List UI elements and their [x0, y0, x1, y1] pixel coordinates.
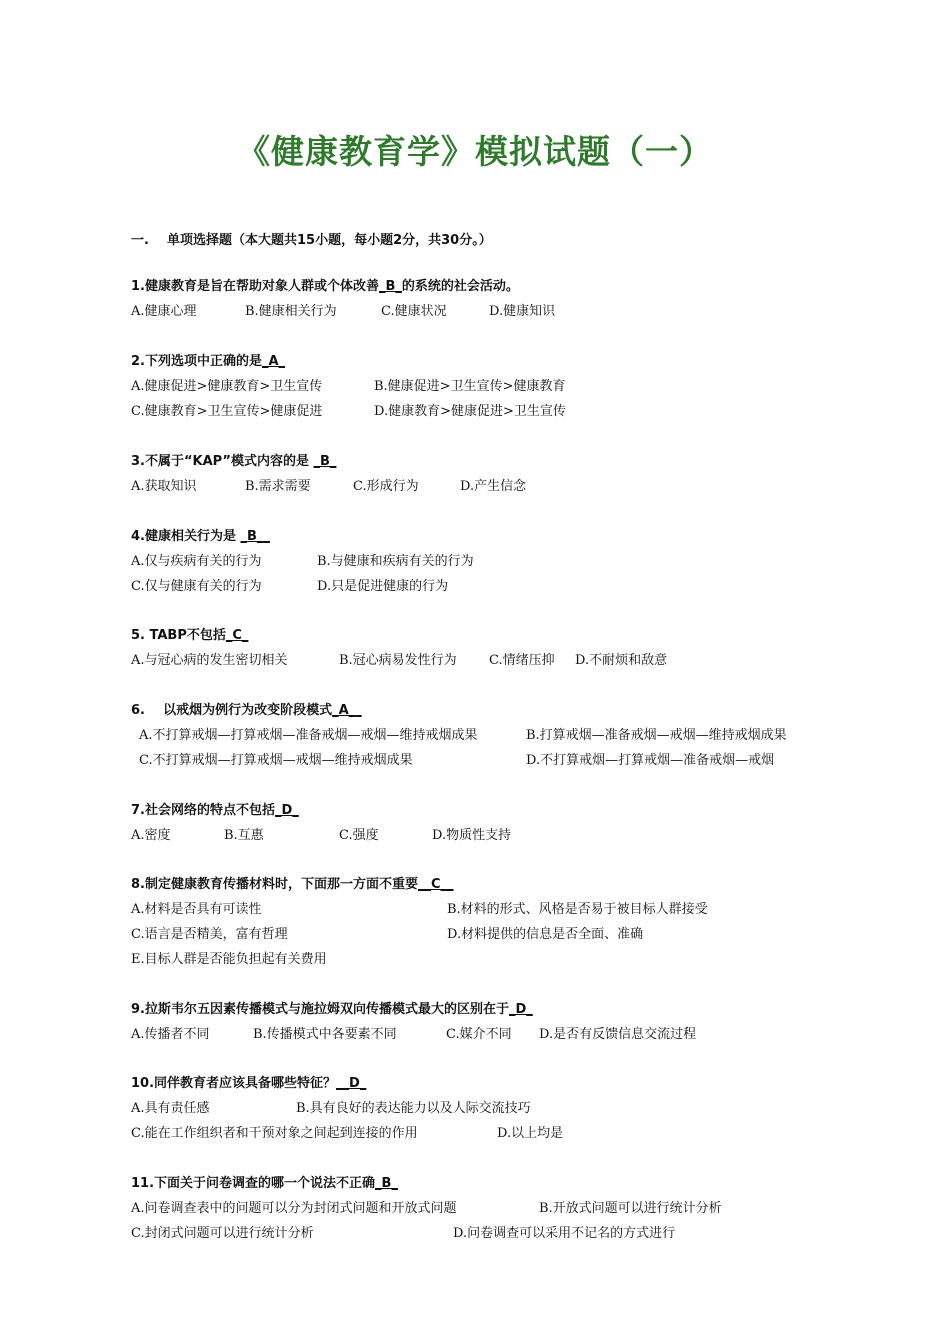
stem-text: 6. 以戒烟为例行为改变阶段模式: [131, 703, 333, 718]
question-2: [131, 354, 831, 429]
answer-blank: _A_: [261, 354, 286, 369]
question-stem: [131, 354, 831, 379]
question-5: [131, 628, 831, 678]
option-d: D.材料提供的信息是否全面、准确: [447, 927, 644, 942]
option-d: D.以上均是: [497, 1126, 564, 1141]
option-c: C.能在工作组织者和干预对象之间起到连接的作用: [131, 1126, 418, 1141]
option-b: B.开放式问题可以进行统计分析: [539, 1201, 722, 1216]
option-b: B.打算戒烟—准备戒烟—戒烟—维持戒烟成果: [526, 728, 787, 743]
stem-text-after: 的系统的社会活动。: [401, 279, 519, 294]
answer-blank: _C_: [225, 628, 249, 643]
stem-text: 9.拉斯韦尔五因素传播模式与施拉姆双向传播模式最大的区别在于: [131, 1002, 509, 1017]
option-c: C.媒介不同: [446, 1027, 512, 1042]
option-a: A.具有责任感: [131, 1101, 210, 1116]
option-b: B.材料的形式、风格是否易于被目标人群接受: [447, 902, 708, 917]
option-a: A.传播者不同: [131, 1027, 210, 1042]
answer-blank: __D_: [336, 1076, 367, 1091]
option-b: B.健康促进>卫生宣传>健康教育: [374, 379, 566, 394]
question-stem: [131, 628, 831, 653]
option-d: D.健康知识: [489, 304, 556, 319]
section-number: 一.: [131, 233, 149, 248]
option-a: A.与冠心病的发生密切相关: [131, 653, 288, 668]
question-3: [131, 454, 831, 504]
option-c: C.封闭式问题可以进行统计分析: [131, 1226, 314, 1241]
question-10: [131, 1076, 831, 1151]
question-7: [131, 803, 831, 853]
option-a: A.问卷调查表中的问题可以分为封闭式问题和开放式问题: [131, 1201, 457, 1216]
question-stem: [131, 529, 831, 554]
stem-text: 5. TABP不包括: [131, 628, 226, 643]
section-heading: [131, 229, 492, 248]
option-a: A.材料是否具有可读性: [131, 902, 262, 917]
option-d: D.不耐烦和敌意: [575, 653, 668, 668]
question-6: [131, 703, 831, 778]
option-b: B.与健康和疾病有关的行为: [317, 554, 474, 569]
question-stem: [131, 279, 831, 304]
stem-text: 2.下列选项中正确的是: [131, 354, 262, 369]
option-e: E.目标人群是否能负担起有关费用: [131, 952, 327, 967]
question-4: [131, 529, 831, 604]
option-c: C.语言是否精美，富有哲理: [131, 927, 288, 942]
stem-text: 3.不属于“KAP”模式内容的是: [131, 454, 314, 469]
answer-blank: _B_: [375, 1176, 398, 1191]
answer-blank: _D_: [508, 1002, 533, 1017]
question-stem: [131, 803, 831, 828]
stem-text: 8.制定健康教育传播材料时，下面那一方面不重要: [131, 877, 418, 892]
option-c: C.健康教育>卫生宣传>健康促进: [131, 404, 323, 419]
option-a: A.获取知识: [131, 479, 197, 494]
option-d: D.物质性支持: [432, 828, 512, 843]
option-a: A.不打算戒烟—打算戒烟—准备戒烟—戒烟—维持戒烟成果: [139, 728, 478, 743]
option-a: A.健康心理: [131, 304, 197, 319]
question-11: [131, 1176, 831, 1251]
question-stem: [131, 1002, 831, 1027]
question-stem: [131, 454, 831, 479]
option-c: C.不打算戒烟—打算戒烟—戒烟—维持戒烟成果: [139, 753, 413, 768]
option-d: D.不打算戒烟—打算戒烟—准备戒烟—戒烟: [526, 753, 775, 768]
question-stem: [131, 1176, 831, 1201]
option-c: C.形成行为: [353, 479, 419, 494]
stem-text: 1.健康教育是旨在帮助对象人群或个体改善: [131, 279, 379, 294]
stem-text: 4.健康相关行为是: [131, 529, 241, 544]
option-d: D.产生信念: [460, 479, 527, 494]
question-stem: [131, 703, 831, 728]
question-stem: [131, 1076, 831, 1101]
answer-blank: _B_: [313, 454, 337, 469]
answer-blank: __C__: [417, 877, 454, 892]
option-d: D.只是促进健康的行为: [317, 579, 449, 594]
question-8: [131, 877, 831, 977]
stem-text: 11.下面关于问卷调查的哪一个说法不正确: [131, 1176, 376, 1191]
answer-blank: _D_: [274, 803, 299, 818]
question-9: [131, 1002, 831, 1052]
option-c: C.健康状况: [381, 304, 447, 319]
option-b: B.健康相关行为: [245, 304, 337, 319]
option-d: D.健康教育>健康促进>卫生宣传: [374, 404, 566, 419]
option-a: A.密度: [131, 828, 171, 843]
option-c: C.强度: [339, 828, 379, 843]
question-stem: [131, 877, 831, 902]
option-b: B.互惠: [224, 828, 264, 843]
section-label: 单项选择题（本大题共15小题，每小题2分，共30分。）: [167, 233, 492, 248]
question-1: [131, 279, 831, 329]
answer-blank: _A__: [332, 703, 362, 718]
option-b: B.需求需要: [245, 479, 311, 494]
option-d: D.是否有反馈信息交流过程: [539, 1027, 697, 1042]
option-c: C.仅与健康有关的行为: [131, 579, 262, 594]
answer-blank: _B_: [378, 279, 402, 294]
option-c: C.情绪压抑: [489, 653, 555, 668]
option-a: A.健康促进>健康教育>卫生宣传: [131, 379, 323, 394]
option-b: B.传播模式中各要素不同: [253, 1027, 397, 1042]
stem-text: 10.同伴教育者应该具备哪些特征？: [131, 1076, 337, 1091]
option-a: A.仅与疾病有关的行为: [131, 554, 262, 569]
answer-blank: _B__: [240, 529, 270, 544]
document-title: 《健康教育学》模拟试题（一）: [237, 132, 713, 171]
option-b: B.冠心病易发性行为: [339, 653, 457, 668]
stem-text: 7.社会网络的特点不包括: [131, 803, 275, 818]
option-b: B.具有良好的表达能力以及人际交流技巧: [296, 1101, 531, 1116]
option-d: D.问卷调查可以采用不记名的方式进行: [453, 1226, 676, 1241]
